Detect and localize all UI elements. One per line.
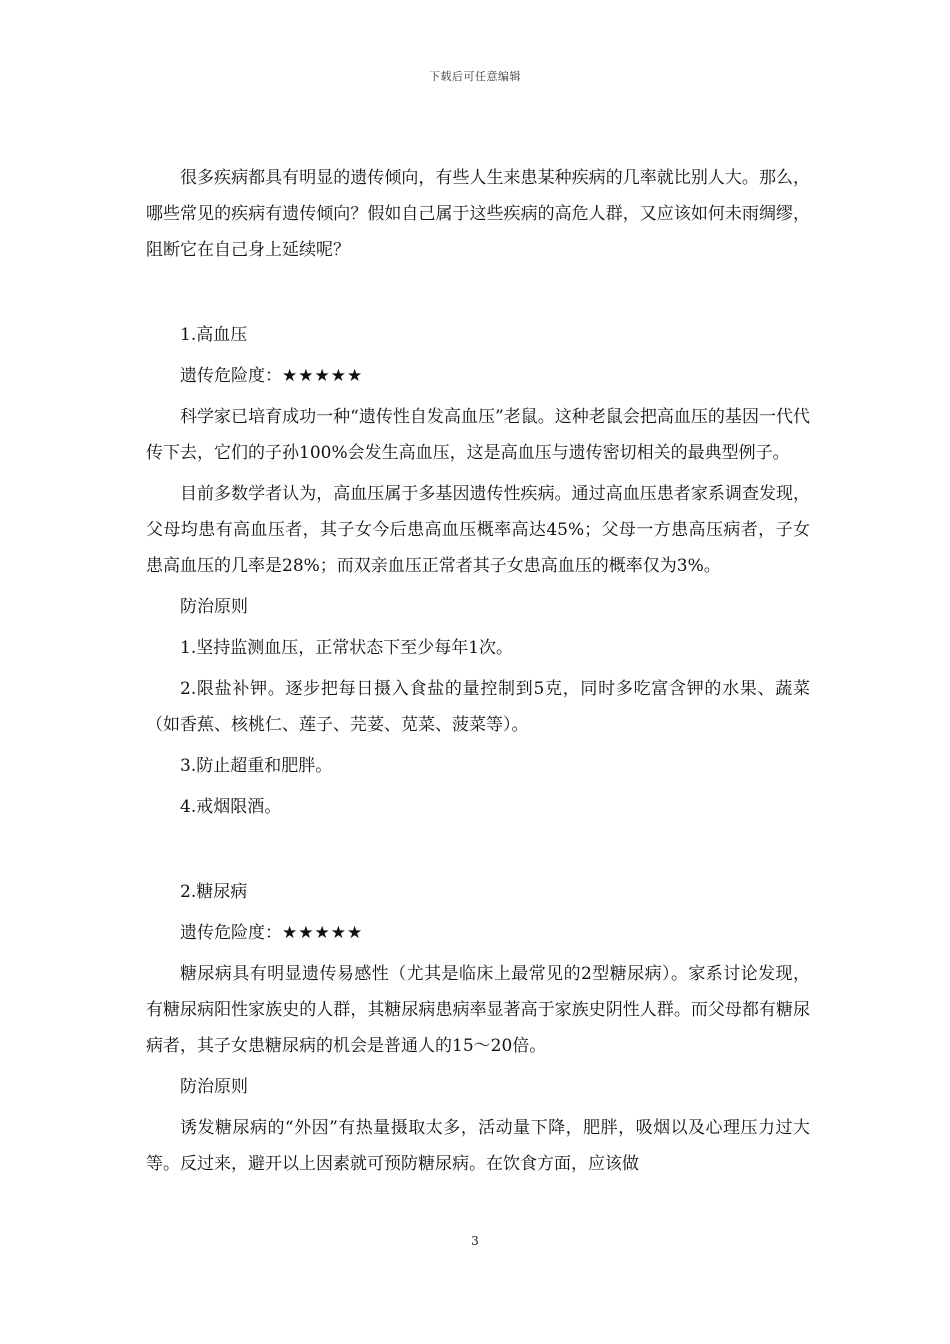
- section-1-risk: [146, 358, 810, 394]
- section-2-prevention-text: 诱发糖尿病的“外因”有热量摄取太多，活动量下降，肥胖，吸烟以及心理压力过大等。反过来，避开以上因素就可预防糖尿病。在饮食方面，应该做: [146, 1118, 810, 1174]
- risk-stars-icon: ★★★★★: [282, 366, 364, 386]
- page-number: 3: [471, 1234, 479, 1248]
- section-spacer: [146, 273, 810, 317]
- section-1-title: 1.高血压: [180, 325, 248, 345]
- section-1-prevention-item-4: 4.戒烟限酒。: [180, 797, 282, 817]
- section-1-paragraph-1: 科学家已培育成功一种“遗传性自发高血压”老鼠。这种老鼠会把高血压的基因一代代传下去，它们的子孙100%会发生高血压，这是高血压与遗传密切相关的最典型例子。: [146, 407, 810, 463]
- section-1-prevention-title: 防治原则: [180, 597, 248, 617]
- header-note: 下载后可任意编辑: [429, 70, 521, 83]
- section-1-prevention-item-2: 2.限盐补钾。逐步把每日摄入食盐的量控制到5克，同时多吃富含钾的水果、蔬菜（如香蕉、核桃仁、莲子、芫荽、苋菜、菠菜等）。: [146, 679, 810, 735]
- section-1-prevention-item-1: 1.坚持监测血压，正常状态下至少每年1次。: [180, 638, 514, 658]
- section-2-risk: [146, 915, 810, 951]
- section-1-paragraph-2: 目前多数学者认为，高血压属于多基因遗传性疾病。通过高血压患者家系调查发现，父母均患有高血压者，其子女今后患高血压概率高达45%；父母一方患高压病者，子女患高血压的几率是28%；而双亲血压正常者其子女患高血压的概率仅为3%。: [146, 484, 810, 576]
- section-1-prevention-item-3: 3.防止超重和肥胖。: [180, 756, 333, 776]
- intro-paragraph: 很多疾病都具有明显的遗传倾向，有些人生来患某种疾病的几率就比别人大。那么，哪些常见的疾病有遗传倾向？假如自己属于这些疾病的高危人群，又应该如何未雨绸缪，阻断它在自己身上延续呢？: [146, 168, 810, 260]
- section-2-paragraph-1: 糖尿病具有明显遗传易感性（尤其是临床上最常见的2型糖尿病）。家系讨论发现，有糖尿病阳性家族史的人群，其糖尿病患病率显著高于家族史阴性人群。而父母都有糖尿病者，其子女患糖尿病的机会是普通人的15～20倍。: [146, 964, 810, 1056]
- document-body: [146, 160, 810, 1182]
- risk-label: 遗传危险度：: [180, 366, 282, 386]
- section-2-title: 2.糖尿病: [180, 882, 248, 902]
- section-2-prevention-title: 防治原则: [180, 1077, 248, 1097]
- section-spacer: [146, 830, 810, 874]
- risk-label: 遗传危险度：: [180, 923, 282, 943]
- risk-stars-icon: ★★★★★: [282, 923, 364, 943]
